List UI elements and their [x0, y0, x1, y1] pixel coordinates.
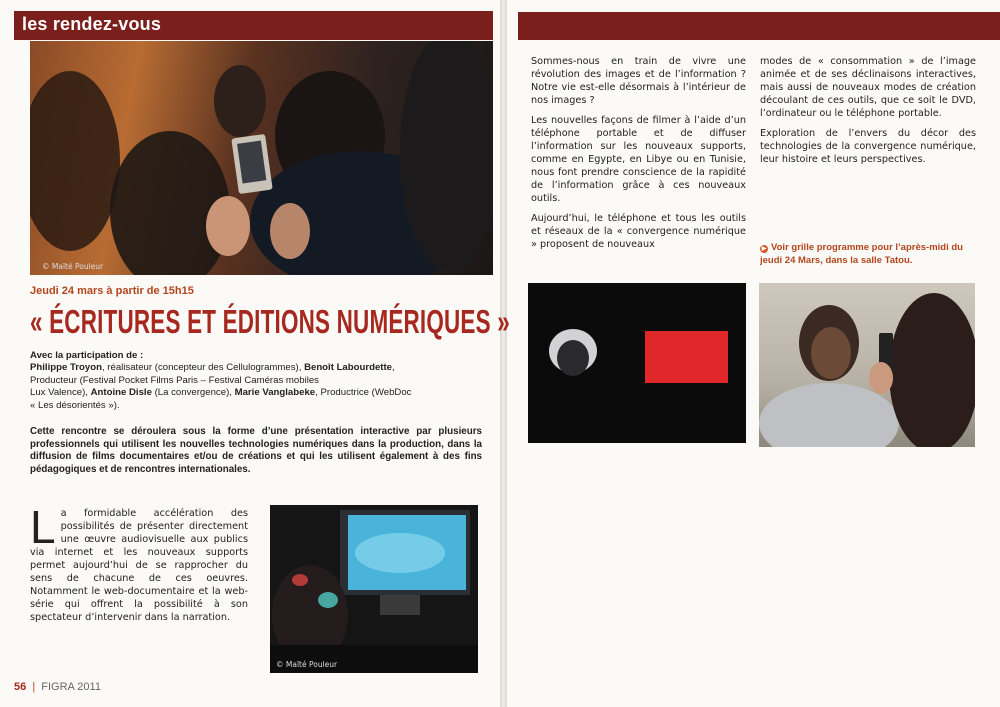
photo-computer-screen [270, 505, 478, 673]
callout-text: Voir grille programme pour l’après-midi du jeudi 24 Mars, dans la salle Tatou. [760, 242, 963, 266]
intro-paragraph: Cette rencontre se déroulera sous la forme d’une présentation interactive par plusieurs professionnels qui utilisent les nouvelles technologies numériques dans la production, dans la diffusion de films documentaires et/ou de créations et qui les utilisent également à des fins pédagogiques et de rencontres internationales. [30, 426, 482, 475]
participant-role: , réalisateur (concepteur des Cellulogrammes), [101, 362, 305, 374]
right-column-2 [760, 55, 976, 173]
photo-dark-screens [528, 283, 746, 443]
participant-name: Marie Vanglabeke [234, 387, 316, 399]
left-body-text [30, 501, 248, 624]
event-title: « ÉCRITURES ET ÉDITIONS NUMÉRIQUES » [30, 303, 510, 340]
right-col1-paragraph-3: Aujourd’hui, le téléphone et tous les outils et réseaux de la « convergence numérique » proposent de nouveaux [531, 213, 746, 250]
participant-role: , Productrice (WebDoc [315, 387, 412, 399]
right-col1-paragraph-1: Sommes-nous en train de vivre une révolution des images et de l’information ? Notre vie est-elle désormais à l’intérieur de nos images ? [531, 56, 746, 106]
right-col2-paragraph-1: modes de « consommation » de l’image animée et de ses déclinaisons interactives, mais aussi de nouveaux modes de création découlant de ces outils, que ce soit le DVD, l’ordinateur ou le téléphone portable. [760, 56, 976, 119]
participation-label: Avec la participation de : [30, 350, 144, 361]
arrow-circle-icon: ▶ [761, 246, 767, 252]
right-col2-paragraph-2: Exploration de l’envers du décor des technologies de la convergence numérique, leur histoire et leurs perspectives. [760, 128, 976, 165]
left-body-paragraph: a formidable accélération des possibilités de présenter directement une œuvre audiovisuelle aux publics via internet et les nouveaux supports permet aujourd’hui de se rapprocher du sens de chacune de ces oeuvres. Notamment le web-documentaire et la web-série qui offrent la possibilité à son spectateur d’intervenir dans la narration. [30, 508, 248, 623]
photo-crowd-illustration [30, 41, 493, 275]
photo-crowd-phone [30, 41, 493, 275]
right-column-1 [531, 55, 746, 258]
section-title: les rendez-vous [22, 14, 162, 34]
participant-role: (La convergence), [151, 387, 235, 399]
page-number: 56 [14, 681, 27, 693]
participant-name: Benoît Labourdette [304, 362, 393, 374]
participant-role: Lux Valence), [30, 387, 91, 399]
drop-cap: L [30, 501, 56, 553]
right-col1-paragraph-2: Les nouvelles façons de filmer à l’aide d’un téléphone portable et de diffuser l’information sur les nouveaux supports, comme en Egypte, en Libye ou en Tunisie, nous font prendre conscience de la rapidité de l’information grâce à ces nouveaux outils. [531, 115, 746, 204]
photo-screens-illustration [528, 283, 746, 443]
photo-girls-phone [759, 283, 975, 447]
section-header-bar-right [518, 12, 1000, 40]
participant-name: Philippe Troyon [30, 362, 102, 374]
photo-girls-illustration [759, 283, 975, 447]
participant-role: « Les désorientés »). [30, 399, 120, 411]
photo-credit-bottom: © Maïté Pouleur [276, 660, 338, 669]
event-date: Jeudi 24 mars à partir de 15h15 [30, 285, 194, 297]
participation-block [30, 350, 480, 412]
page-footer [14, 681, 101, 693]
photo-screen-illustration [270, 505, 478, 673]
participant-role: Producteur (Festival Pocket Films Paris – Festival Caméras mobiles [30, 374, 319, 386]
participant-separator: , [392, 362, 395, 374]
footer-separator: | [32, 681, 36, 693]
participant-name: Antoine Disle [90, 387, 152, 399]
photo-credit-top: © Maïté Pouleur [42, 262, 104, 271]
page-gutter [500, 0, 507, 707]
program-callout [760, 242, 985, 267]
publication-name: FIGRA 2011 [41, 681, 101, 693]
